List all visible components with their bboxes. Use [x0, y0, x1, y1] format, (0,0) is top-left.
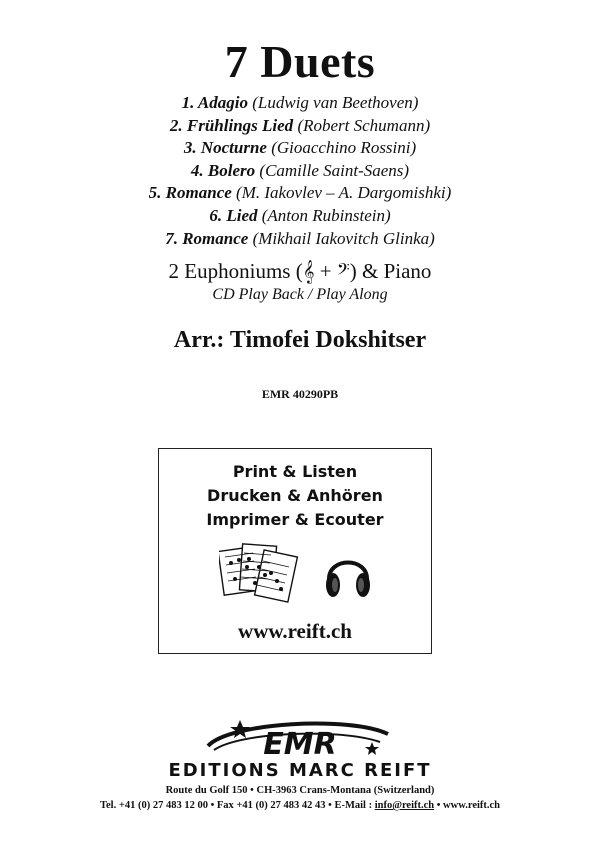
piece-composer: (Gioacchino Rossini): [271, 138, 417, 158]
piece-composer: (M. Iakovlev – A. Dargomishki): [236, 183, 452, 203]
piece-composer: (Mikhail Iakovitch Glinka): [252, 228, 435, 248]
piece-item: [0, 228, 600, 251]
contact-phone-fax: Tel. +41 (0) 27 483 12 00 • Fax +41 (0) 27 483 42 43 • E-Mail :: [99, 800, 375, 811]
piece-item: [0, 115, 600, 138]
sheet-music-icon: [219, 541, 299, 605]
emr-logo-text: EMR: [263, 727, 337, 760]
instrumentation-plus: +: [314, 259, 337, 283]
instrumentation-before: 2 Euphoniums (: [168, 259, 303, 283]
bass-clef-icon: 𝄢: [336, 259, 350, 283]
piece-item: [0, 205, 600, 228]
piece-title: 2. Frühlings Lied: [169, 115, 294, 135]
piece-title: 4. Bolero: [190, 160, 256, 180]
promo-lines: [159, 460, 431, 532]
promo-line-fr: Imprimer & Ecouter: [206, 510, 384, 529]
print-listen-box: [158, 448, 432, 654]
publisher-name: EDITIONS MARC REIFT: [168, 760, 432, 781]
promo-line-de: Drucken & Anhören: [207, 486, 383, 505]
piece-item: [0, 182, 600, 205]
piece-item: [0, 92, 600, 115]
piece-composer: (Robert Schumann): [297, 115, 431, 135]
contact-web: • www.reift.ch: [434, 800, 501, 811]
piece-item: [0, 160, 600, 183]
piece-composer: (Camille Saint-Saens): [259, 160, 410, 180]
piece-list: [0, 92, 600, 250]
arranger: Arr.: Timofei Dokshitser: [173, 327, 427, 353]
piece-title: 5. Romance: [148, 183, 232, 203]
piece-composer: (Anton Rubinstein): [261, 205, 391, 225]
piece-composer: (Ludwig van Beethoven): [252, 93, 419, 112]
piece-title: 1. Adagio: [181, 93, 248, 112]
promo-line-en: Print & Listen: [232, 462, 358, 481]
instrumentation-after: ) & Piano: [349, 259, 432, 283]
catalog-number: EMR 40290PB: [261, 387, 339, 401]
piece-title: 3. Nocturne: [183, 138, 267, 158]
publisher-address: Route du Golf 150 • CH-3963 Crans-Montana (Switzerland): [165, 785, 435, 796]
piece-title: 7. Romance: [165, 228, 249, 248]
page-title: 7 Duets: [224, 36, 376, 87]
treble-clef-icon: 𝄞: [302, 259, 315, 283]
website-link[interactable]: www.reift.ch: [238, 619, 352, 643]
piece-title: 6. Lied: [209, 205, 258, 225]
piece-item: [0, 137, 600, 160]
publisher-contact: [0, 799, 600, 812]
email-link[interactable]: info@reift.ch: [374, 800, 435, 811]
headphones-icon: [323, 545, 373, 601]
instrumentation: [0, 258, 600, 284]
instrumentation-subtitle: CD Play Back / Play Along: [212, 286, 388, 303]
emr-logo: [200, 716, 400, 760]
